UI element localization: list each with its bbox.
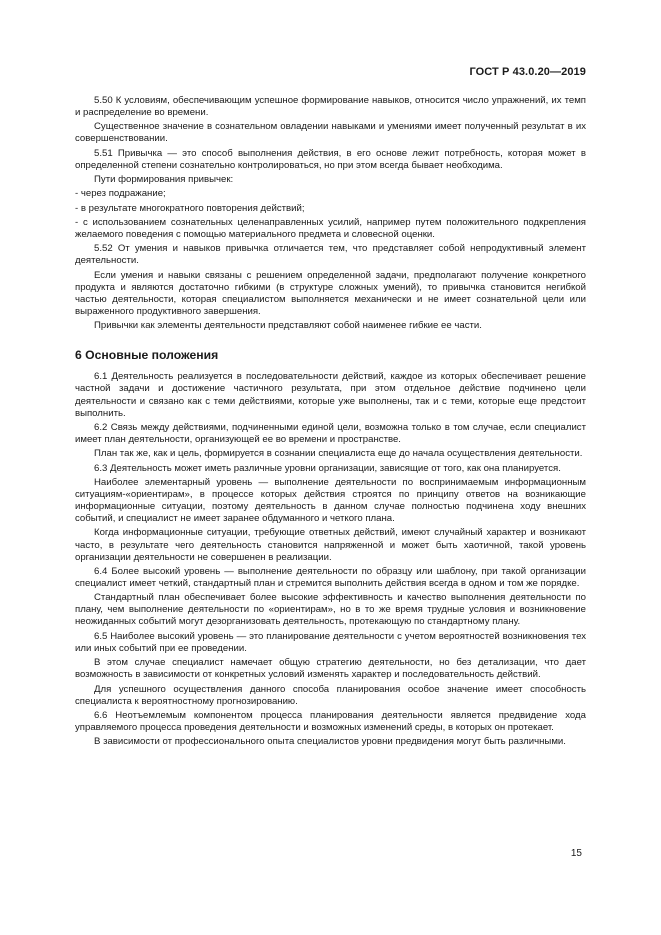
paragraph: Если умения и навыки связаны с решением определенной задачи, предполагают получение конкретного продукта и являются достаточно гибкими (в структуре сложных умений), то привычка становится негибкой частью деятельности, которая специалистом выполняется механически и не имеет сознательной цели или выраженного продуктивного завершения. [75, 269, 586, 317]
document-code: ГОСТ Р 43.0.20—2019 [469, 66, 586, 78]
paragraph-6-1: 6.1 Деятельность реализуется в последовательности действий, каждое из которых обеспечивает решение частной задачи и достижение частичного результата, при этом отдельное действие подчинено цели деятельности и связано как с теми действиями, которые уже выполнены, так и с теми, которые еще предстоит выполнить. [75, 371, 586, 419]
paragraph-6-3: 6.3 Деятельность может иметь различные уровни организации, зависящие от того, как она планируется. [94, 462, 561, 474]
paragraph: Привычки как элементы деятельности представляют собой наименее гибкие ее части. [94, 320, 482, 332]
paragraph-6-4: 6.4 Более высокий уровень — выполнение деятельности по образцу или шаблону, при такой организации специалист имеет четкий, стандартный план и стремится выполнить действия всегда в одном и том же порядке. [75, 565, 586, 589]
paragraph-6-5: 6.5 Наиболее высокий уровень — это планирование деятельности с учетом вероятностей возникновения тех или иных событий при ее проведении. [75, 630, 586, 654]
paragraph: План так же, как и цель, формируется в сознании специалиста еще до начала осуществления деятельности. [94, 448, 583, 460]
paragraph-6-6: 6.6 Неотъемлемым компонентом процесса планирования деятельности является предвидение хода управляемого процесса проведения деятельности и возможных изменений среды, в которых он протекает. [75, 709, 586, 733]
paragraph-5-50: 5.50 К условиям, обеспечивающим успешное формирование навыков, относится число упражнений, их темп и распределение во времени. [75, 95, 586, 119]
paragraph-6-2: 6.2 Связь между действиями, подчиненными единой цели, возможна только в том случае, если специалист имеет план деятельности, организующей ее во времени и пространстве. [75, 421, 586, 446]
paragraph: Стандартный план обеспечивает более высокие эффективность и качество выполнения деятельности по плану, чем выполнение деятельности по «ориентирам», но в то же время трудные условия и возникновение неожиданных событий могут дезорганизовать деятельность, протекающую по стандартному плану. [75, 592, 586, 628]
paragraph: Существенное значение в сознательном овладении навыками и умениями имеет полученный результат в их совершенствовании. [75, 121, 586, 145]
list-item: - с использованием сознательных целенаправленных усилий, например путем положительного подкрепления желаемого поведения с помощью материального предмета и словесной оценки. [75, 216, 586, 241]
body-text [75, 95, 586, 751]
page-number: 15 [570, 848, 582, 859]
list-item: - в результате многократного повторения действий; [75, 202, 305, 214]
list-item: - через подражание; [75, 188, 166, 200]
paragraph-5-52: 5.52 От умения и навыков привычка отличается тем, что представляет собой непродуктивный элемент деятельности. [75, 243, 586, 267]
paragraph: В зависимости от профессионального опыта специалистов уровни предвидения могут быть различными. [94, 736, 566, 748]
paragraph: Для успешного осуществления данного способа планирования особое значение имеет способность специалиста к вероятностному прогнозированию. [75, 683, 586, 707]
paragraph: Когда информационные ситуации, требующие ответных действий, имеют случайный характер и возникают часто, в результате чего деятельность становится напряженной и может быть хаотичной, такой уровень организации деятельности не совершенен в реализации. [75, 527, 586, 563]
paragraph: В этом случае специалист намечает общую стратегию деятельности, но без детализации, что дает возможность в зависимости от конкретных условий изменять характер и последовательность действий. [75, 657, 586, 681]
paragraph-5-51: 5.51 Привычка — это способ выполнения действия, в его основе лежит потребность, которая может в определенной степени сознательно контролироваться, но при этом всегда бывает необходима. [75, 147, 586, 171]
section-heading: 6 Основные положения [75, 348, 219, 363]
paragraph: Наиболее элементарный уровень — выполнение деятельности по воспринимаемым информационным ситуациям-«ориентирам», в процессе которых действия строятся по принципу ответов на возникающие информационные ситуации, поэтому деятельность в данном случае полностью подчинена ходу внешних событий, и специалист не имеет заранее обдуманного и четкого плана. [75, 476, 586, 525]
list-intro: Пути формирования привычек: [94, 174, 234, 186]
